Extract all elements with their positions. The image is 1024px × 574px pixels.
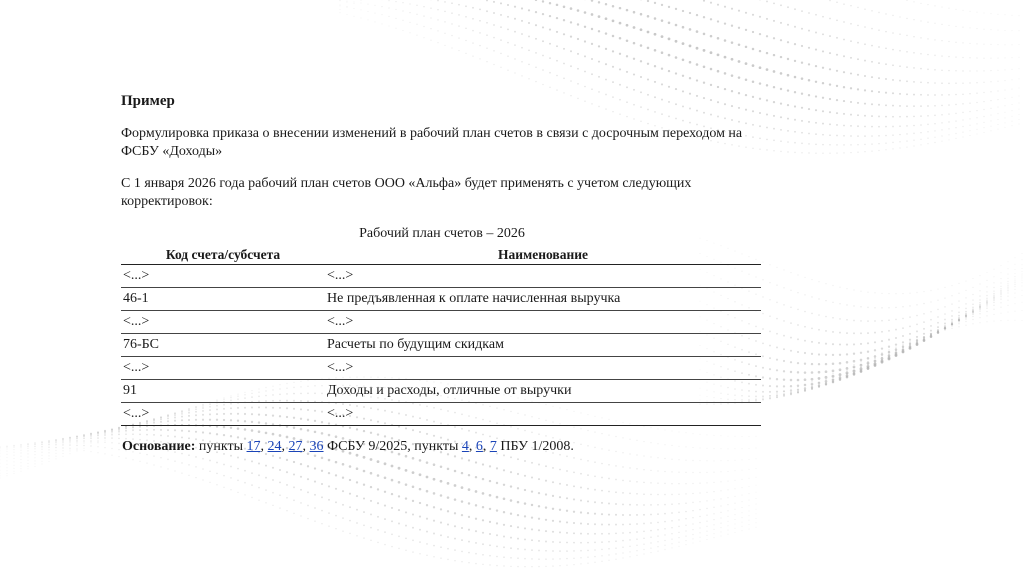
basis-line: [121, 438, 763, 456]
account-name-cell: <...>: [325, 311, 761, 334]
account-name-cell: <...>: [325, 265, 761, 288]
table-row: [121, 403, 761, 426]
account-code-cell: 91: [121, 380, 325, 403]
link-pbu-point-4[interactable]: 4: [461, 439, 469, 454]
link-fsbu-point-27[interactable]: 27: [288, 439, 303, 454]
basis-separator: ,: [468, 439, 476, 454]
basis-text: ПБУ 1/2008.: [496, 439, 574, 454]
account-code-cell: 76-БС: [121, 334, 325, 357]
basis-separator: ,: [302, 439, 310, 454]
chart-of-accounts-table: [121, 245, 761, 426]
order-text-paragraph: С 1 января 2026 года рабочий план счетов ООО «Альфа» будет применять с учетом следующих корректировок:: [121, 176, 692, 209]
account-code-cell: <...>: [121, 357, 325, 380]
link-fsbu-point-17[interactable]: 17: [246, 439, 261, 454]
table-row: [121, 311, 761, 334]
table-row: [121, 265, 761, 288]
basis-text: ФСБУ 9/2025, пункты: [323, 439, 462, 454]
account-code-cell: 46-1: [121, 288, 325, 311]
table-row: [121, 357, 761, 380]
table-caption: Рабочий план счетов – 2026: [359, 226, 525, 241]
link-fsbu-point-36[interactable]: 36: [309, 439, 324, 454]
table-row: [121, 288, 761, 311]
account-name-cell: <...>: [325, 403, 761, 426]
account-code-cell: <...>: [121, 311, 325, 334]
link-pbu-point-6[interactable]: 6: [475, 439, 483, 454]
order-wording-paragraph: Формулировка приказа о внесении изменений в рабочий план счетов в связи с досрочным переходом на ФСБУ «Доходы»: [121, 126, 743, 159]
account-code-cell: <...>: [121, 265, 325, 288]
account-name-cell: Не предъявленная к оплате начисленная выручка: [325, 288, 761, 311]
link-fsbu-point-24[interactable]: 24: [267, 439, 282, 454]
account-name-cell: <...>: [325, 357, 761, 380]
basis-label: Основание:: [122, 439, 196, 454]
basis-separator: ,: [482, 439, 490, 454]
basis-separator: ,: [260, 439, 268, 454]
basis-text: пункты: [195, 439, 247, 454]
document-body: [121, 92, 763, 456]
page-heading: Пример: [121, 93, 175, 109]
header-account-name: Наименование: [325, 245, 761, 265]
header-account-code: Код счета/субсчета: [121, 245, 325, 265]
table-row: [121, 380, 761, 403]
account-name-cell: Доходы и расходы, отличные от выручки: [325, 380, 761, 403]
table-header-row: [121, 245, 761, 265]
link-pbu-point-7[interactable]: 7: [489, 439, 497, 454]
table-row: [121, 334, 761, 357]
basis-separator: ,: [281, 439, 289, 454]
account-code-cell: <...>: [121, 403, 325, 426]
account-name-cell: Расчеты по будущим скидкам: [325, 334, 761, 357]
